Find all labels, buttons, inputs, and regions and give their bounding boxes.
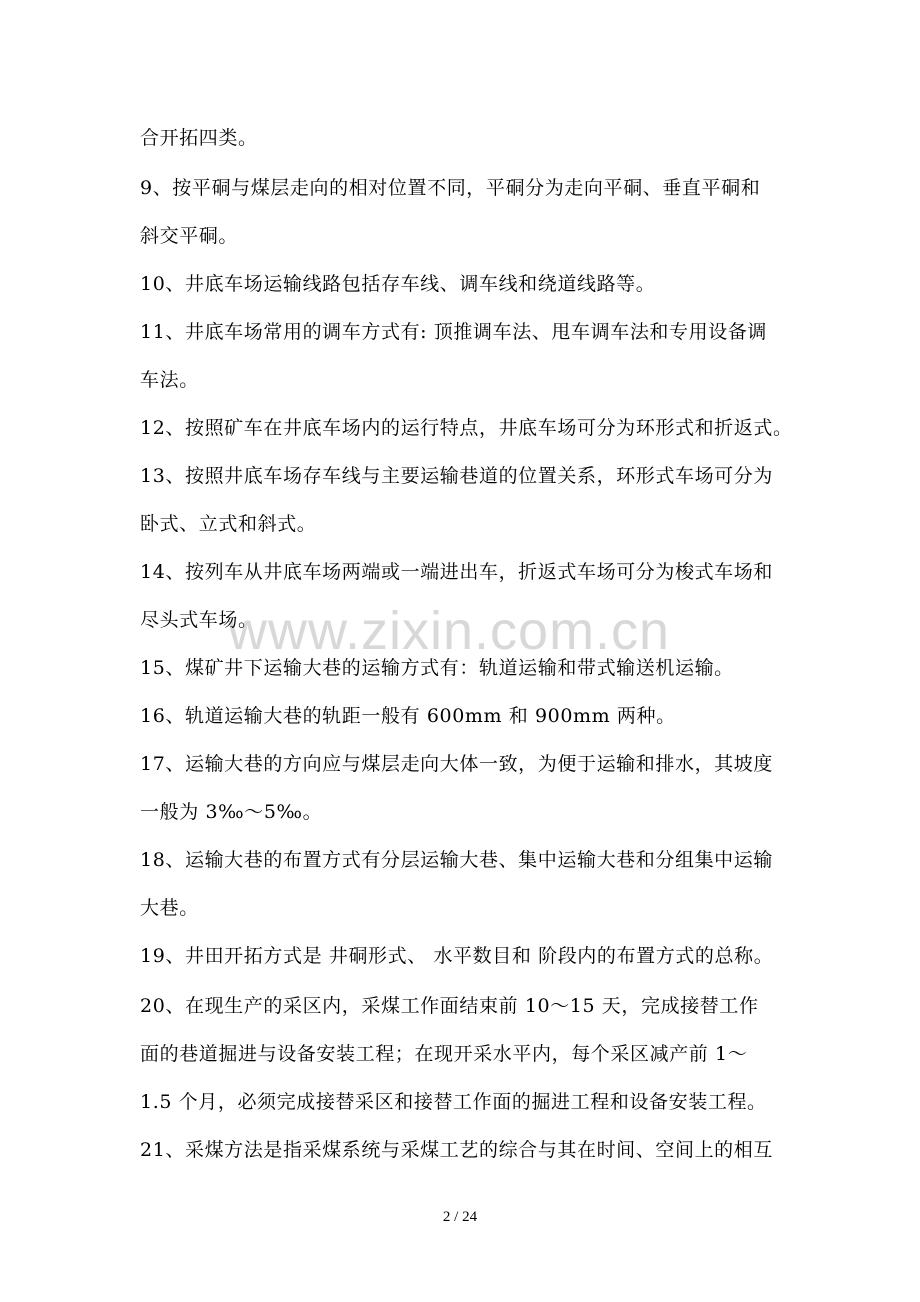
text-line: 13、按照井底车场存车线与主要运输巷道的位置关系，环形式车场可分为	[140, 465, 773, 487]
text-line: 21、采煤方法是指采煤系统与采煤工艺的综合与其在时间、空间上的相互	[140, 1139, 773, 1161]
text-line: 1.5 个月，必须完成接替采区和接替工作面的掘进工程和设备安装工程。	[140, 1091, 767, 1113]
text-line: 14、按列车从井底车场两端或一端进出车，折返式车场可分为梭式车场和	[140, 561, 773, 583]
text-line: 15、煤矿井下运输大巷的运输方式有：轨道运输和带式输送机运输。	[140, 657, 734, 679]
text-line: 大巷。	[140, 897, 199, 919]
text-line: 10、井底车场运输线路包括存车线、调车线和绕道线路等。	[140, 273, 656, 295]
text-line: 合开拓四类。	[140, 127, 258, 149]
text-line: 斜交平硐。	[140, 225, 239, 247]
text-line: 19、井田开拓方式是 井硐形式、 水平数目和 阶段内的布置方式的总称。	[140, 945, 774, 967]
text-line: 9、按平硐与煤层走向的相对位置不同，平硐分为走向平硐、垂直平硐和	[140, 177, 761, 199]
text-line: 17、运输大巷的方向应与煤层走向大体一致，为便于运输和排水，其坡度	[140, 753, 773, 775]
text-line: 16、轨道运输大巷的轨距一般有 600mm 和 900mm 两种。	[140, 705, 676, 727]
text-line: 12、按照矿车在井底车场内的运行特点，井底车场可分为环形式和折返式。	[140, 417, 793, 439]
text-line: 20、在现生产的采区内，采煤工作面结束前 10～15 天，完成接替工作	[140, 995, 759, 1017]
text-line: 卧式、立式和斜式。	[140, 513, 317, 535]
text-line: 尽头式车场。	[140, 609, 258, 631]
text-line: 面的巷道掘进与设备安装工程；在现开采水平内，每个采区减产前 1～	[140, 1043, 748, 1065]
text-line: 18、运输大巷的布置方式有分层运输大巷、集中运输大巷和分组集中运输	[140, 849, 773, 871]
page-number: 2 / 24	[442, 1209, 478, 1225]
text-line: 一般为 3‰～5‰。	[140, 801, 323, 823]
watermark: www.zixin.com.cn	[228, 601, 671, 661]
text-line: 车法。	[140, 369, 199, 391]
text-line: 11、井底车场常用的调车方式有: 顶推调车法、甩车调车法和专用设备调	[140, 321, 768, 343]
